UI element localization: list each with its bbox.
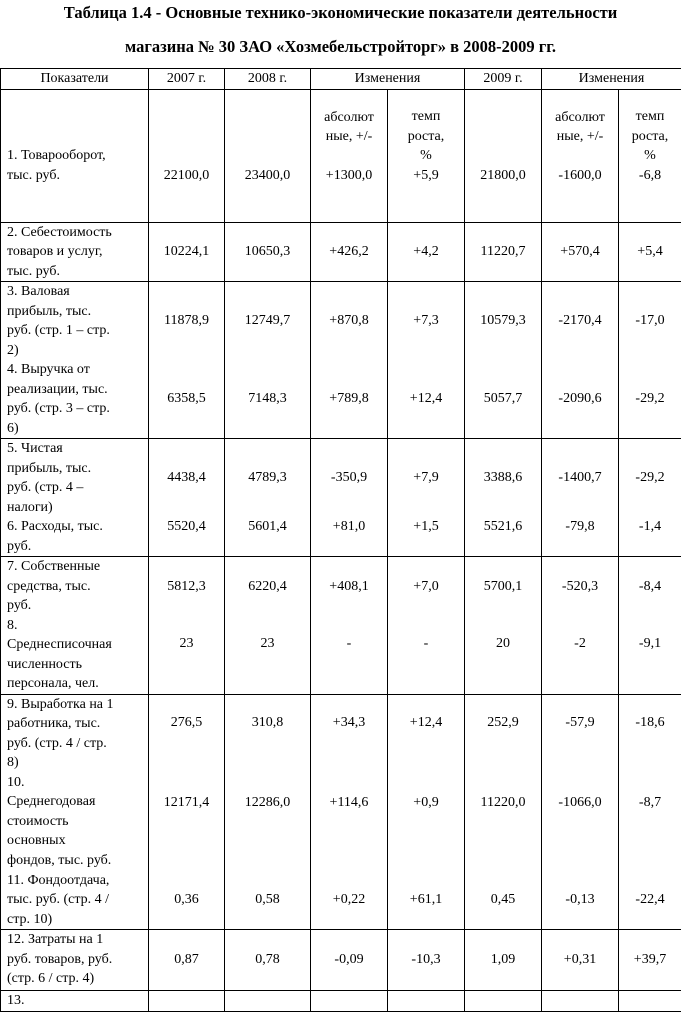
cell-rate-1: +4,2 [388, 222, 465, 282]
label-line: стр. 10) [7, 910, 147, 930]
cell-abs-change-1: +0,22 [311, 871, 388, 930]
table-row [1, 222, 681, 282]
label-line: тыс. руб. (стр. 4 / [7, 890, 147, 910]
table-row [1, 773, 681, 871]
cell-2009: 0,45 [465, 871, 542, 930]
cell-rate-1: +7,0 [388, 557, 465, 616]
cell-2008 [225, 991, 311, 1012]
row-label [1, 616, 149, 695]
row-label [1, 557, 149, 616]
label-line: тыс. руб. [7, 262, 147, 282]
cell-2008: 0,58 [225, 871, 311, 930]
sub-header-rate-1 [390, 107, 462, 166]
label-line: 4. Выручка от [7, 360, 147, 380]
cell-abs-change-1: -0,09 [311, 930, 388, 991]
cell-2008: 6220,4 [225, 557, 311, 616]
label-line: средства, тыс. [7, 577, 147, 597]
label-line: руб. [7, 537, 147, 557]
label-line: 6. Расходы, тыс. [7, 517, 147, 537]
table-row [1, 89, 681, 185]
cell-2008: 310,8 [225, 694, 311, 773]
cell-2007: 0,87 [149, 930, 225, 991]
label-line: руб. товаров, руб. [7, 950, 147, 970]
label-line: численность [7, 655, 147, 675]
label-line: 5. Чистая [7, 439, 147, 459]
cell-2009: 10579,3 [465, 282, 542, 361]
cell-abs-change-2: -0,13 [542, 871, 619, 930]
cell-rate-2 [619, 89, 681, 185]
cell-2007: 10224,1 [149, 222, 225, 282]
cell-rate-2: -9,1 [619, 616, 681, 695]
row-label [1, 517, 149, 557]
label-line: 8. [7, 616, 147, 636]
table-title-line-1: Таблица 1.4 - Основные технико-экономические показатели деятельности [0, 3, 681, 23]
cell-2007: 11878,9 [149, 282, 225, 361]
cell-abs-change-1: +789,8 [311, 360, 388, 439]
header-2007: 2007 г. [149, 69, 225, 90]
sub-header-line: абсолют [313, 108, 385, 128]
header-changes-2: Изменения [542, 69, 681, 90]
sub-header-line: темп [390, 107, 462, 127]
cell-rate-1 [388, 89, 465, 185]
cell-abs-change-1: +426,2 [311, 222, 388, 282]
cell-2008: 23 [225, 616, 311, 695]
table-row [1, 871, 681, 930]
cell-rate-2: -29,2 [619, 439, 681, 518]
cell-2009: 11220,7 [465, 222, 542, 282]
cell-2008: 7148,3 [225, 360, 311, 439]
row-label [1, 773, 149, 871]
cell-abs-change-2: -79,8 [542, 517, 619, 557]
table-row [1, 517, 681, 557]
row-label [1, 694, 149, 773]
cell-abs-change-2: -2170,4 [542, 282, 619, 361]
table-row [1, 991, 681, 1012]
cell-abs-change-1: +34,3 [311, 694, 388, 773]
cell-2007: 5520,4 [149, 517, 225, 557]
cell-2008: 23400,0 [225, 89, 311, 185]
cell-2009 [465, 991, 542, 1012]
cell-2008: 12286,0 [225, 773, 311, 871]
value: -6,8 [621, 166, 679, 186]
cell-2007: 23 [149, 616, 225, 695]
cell-abs-change-1: - [311, 616, 388, 695]
label-line: 1. Товарооборот, [7, 146, 147, 166]
label-line: налоги) [7, 498, 147, 518]
label-line: работника, тыс. [7, 714, 147, 734]
header-changes-1: Изменения [311, 69, 465, 90]
cell-rate-2: -1,4 [619, 517, 681, 557]
cell-rate-2: -29,2 [619, 360, 681, 439]
cell-abs-change-1: +81,0 [311, 517, 388, 557]
cell-abs-change-2: -1400,7 [542, 439, 619, 518]
header-2009: 2009 г. [465, 69, 542, 90]
table-row [1, 282, 681, 361]
label-line: реализации, тыс. [7, 380, 147, 400]
cell-abs-change-2 [542, 89, 619, 185]
cell-abs-change-2: +0,31 [542, 930, 619, 991]
cell-rate-1: +7,9 [388, 439, 465, 518]
cell-abs-change-1 [311, 991, 388, 1012]
cell-2007: 276,5 [149, 694, 225, 773]
label-line: 6) [7, 419, 147, 439]
label-line: 12. Затраты на 1 [7, 930, 147, 950]
label-line: 7. Собственные [7, 557, 147, 577]
label-line: руб. (стр. 4 – [7, 478, 147, 498]
value: -1600,0 [544, 166, 616, 186]
label-line: 9. Выработка на 1 [7, 695, 147, 715]
sub-header-line: роста, [621, 127, 679, 147]
table-title-line-2: магазина № 30 ЗАО «Хозмебельстройторг» в 2008-2009 гг. [0, 37, 681, 57]
label-line: прибыль, тыс. [7, 459, 147, 479]
cell-2009: 21800,0 [465, 89, 542, 185]
sub-header-abs-2 [544, 108, 616, 147]
cell-2007: 12171,4 [149, 773, 225, 871]
spacer-row [1, 185, 681, 222]
cell-2007: 22100,0 [149, 89, 225, 185]
cell-abs-change-2 [542, 991, 619, 1012]
header-2008: 2008 г. [225, 69, 311, 90]
label-line: руб. (стр. 3 – стр. [7, 399, 147, 419]
sub-header-line: роста, [390, 127, 462, 147]
value: +5,9 [390, 166, 462, 186]
value: +1300,0 [313, 166, 385, 186]
row-label [1, 222, 149, 282]
cell-abs-change-1: +408,1 [311, 557, 388, 616]
label-line: 2) [7, 341, 147, 361]
cell-abs-change-1: -350,9 [311, 439, 388, 518]
row-label [1, 930, 149, 991]
cell-abs-change-2: -520,3 [542, 557, 619, 616]
cell-abs-change-2: -2090,6 [542, 360, 619, 439]
cell-2007: 5812,3 [149, 557, 225, 616]
cell-rate-1: +61,1 [388, 871, 465, 930]
cell-rate-2: -8,4 [619, 557, 681, 616]
row-label [1, 360, 149, 439]
label-line: прибыль, тыс. [7, 302, 147, 322]
cell-2008: 4789,3 [225, 439, 311, 518]
label-line: фондов, тыс. руб. [7, 851, 147, 871]
cell-rate-2: -18,6 [619, 694, 681, 773]
cell-2008: 10650,3 [225, 222, 311, 282]
cell-2009: 5057,7 [465, 360, 542, 439]
sub-header-line: ные, +/- [313, 127, 385, 147]
sub-header-line: % [621, 146, 679, 166]
label-line: руб. (стр. 1 – стр. [7, 321, 147, 341]
sub-header-rate-2 [621, 107, 679, 166]
indicators-table [0, 68, 681, 1012]
cell-2008: 12749,7 [225, 282, 311, 361]
table-row [1, 360, 681, 439]
table-row [1, 439, 681, 518]
label-line: руб. [7, 596, 147, 616]
cell-rate-2: +5,4 [619, 222, 681, 282]
label-line: стоимость [7, 812, 147, 832]
cell-abs-change-1: +870,8 [311, 282, 388, 361]
cell-rate-1: -10,3 [388, 930, 465, 991]
sub-header-abs-1 [313, 108, 385, 147]
cell-2009: 11220,0 [465, 773, 542, 871]
cell-rate-1: - [388, 616, 465, 695]
cell-2008: 5601,4 [225, 517, 311, 557]
cell-2009: 3388,6 [465, 439, 542, 518]
label-line: 13. [7, 991, 147, 1011]
row-label [1, 871, 149, 930]
cell-abs-change-1: +114,6 [311, 773, 388, 871]
cell-rate-2 [619, 991, 681, 1012]
cell-2009: 5700,1 [465, 557, 542, 616]
cell-rate-2: -8,7 [619, 773, 681, 871]
row-label [1, 282, 149, 361]
label-line: (стр. 6 / стр. 4) [7, 969, 147, 989]
cell-rate-1: +1,5 [388, 517, 465, 557]
cell-abs-change-2: +570,4 [542, 222, 619, 282]
label-line: 11. Фондоотдача, [7, 871, 147, 891]
cell-abs-change-2: -1066,0 [542, 773, 619, 871]
header-indicators: Показатели [1, 69, 149, 90]
sub-header-line: % [390, 146, 462, 166]
cell-rate-2: -17,0 [619, 282, 681, 361]
table-row [1, 694, 681, 773]
cell-2007: 0,36 [149, 871, 225, 930]
cell-2008: 0,78 [225, 930, 311, 991]
label-line: Среднегодовая [7, 792, 147, 812]
label-line: 8) [7, 753, 147, 773]
cell-2007: 4438,4 [149, 439, 225, 518]
row-label [1, 439, 149, 518]
label-line: 3. Валовая [7, 282, 147, 302]
cell-abs-change-1 [311, 89, 388, 185]
label-line: персонала, чел. [7, 674, 147, 694]
cell-2007: 6358,5 [149, 360, 225, 439]
cell-rate-1: +12,4 [388, 694, 465, 773]
table-row [1, 616, 681, 695]
sub-header-line: ные, +/- [544, 127, 616, 147]
cell-2009: 1,09 [465, 930, 542, 991]
sub-header-line: абсолют [544, 108, 616, 128]
table-row [1, 557, 681, 616]
cell-rate-1: +0,9 [388, 773, 465, 871]
label-line: 10. [7, 773, 147, 793]
cell-rate-2: -22,4 [619, 871, 681, 930]
cell-abs-change-2: -57,9 [542, 694, 619, 773]
cell-2009: 5521,6 [465, 517, 542, 557]
cell-2009: 20 [465, 616, 542, 695]
label-line: 2. Себестоимость [7, 223, 147, 243]
header-row [1, 69, 681, 90]
cell-rate-1: +7,3 [388, 282, 465, 361]
sub-header-line: темп [621, 107, 679, 127]
cell-2009: 252,9 [465, 694, 542, 773]
row-label [1, 89, 149, 185]
label-line: основных [7, 831, 147, 851]
label-line: тыс. руб. [7, 166, 147, 186]
label-line: Среднесписочная [7, 635, 147, 655]
row-label [1, 991, 149, 1012]
label-line: товаров и услуг, [7, 242, 147, 262]
cell-rate-2: +39,7 [619, 930, 681, 991]
cell-rate-1: +12,4 [388, 360, 465, 439]
label-line: руб. (стр. 4 / стр. [7, 734, 147, 754]
cell-2007 [149, 991, 225, 1012]
table-row [1, 930, 681, 991]
cell-rate-1 [388, 991, 465, 1012]
cell-abs-change-2: -2 [542, 616, 619, 695]
